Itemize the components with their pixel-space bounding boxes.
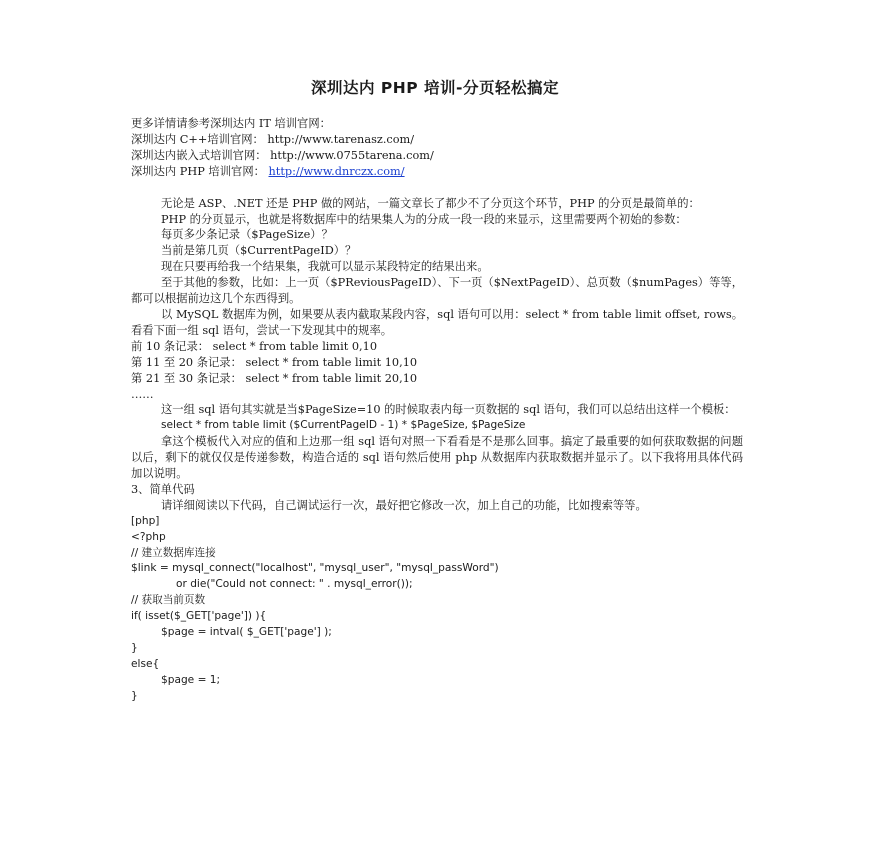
document-title: 深圳达内 PHP 培训-分页轻松搞定 bbox=[311, 79, 559, 97]
sql-template: select * from table limit ($CurrentPageID - 1) * $PageSize, $PageSize bbox=[161, 419, 526, 432]
intro-label: 深圳达内 PHP 培训官网： bbox=[131, 164, 269, 178]
intro-line: 更多详情请参考深圳达内 IT 培训官网： bbox=[131, 117, 331, 130]
code-line: $page = intval( $_GET['page'] ); bbox=[161, 626, 332, 639]
code-line: } bbox=[131, 642, 138, 654]
ellipsis: …… bbox=[131, 387, 154, 401]
paragraph: 这一组 sql 语句其实就是当$PageSize=10 的时候取表内每一页数据的 sql 语句，我们可以总结出这样一个模板： bbox=[161, 403, 736, 417]
sql-example: 第 11 至 20 条记录： select * from table limit 10,10 bbox=[131, 355, 418, 369]
spacer bbox=[131, 180, 743, 196]
code-line: <?php bbox=[131, 530, 166, 543]
paragraph: 以 MySQL 数据库为例，如果要从表内截取某段内容，sql 语句可以用：select * from table limit offset, rows。看看下面一组 sql 语句，尝试一下发现其中的规率。 bbox=[131, 307, 743, 337]
intro-line: 深圳达内嵌入式培训官网： http://www.0755tarena.com/ bbox=[131, 148, 434, 162]
website-link[interactable]: http://www.dnrczx.com/ bbox=[268, 164, 405, 178]
paragraph: 现在只要再给我一个结果集，我就可以显示某段特定的结果出来。 bbox=[161, 260, 489, 274]
paragraph: PHP 的分页显示，也就是将数据库中的结果集人为的分成一段一段的来显示，这里需要两个初始的参数： bbox=[161, 212, 687, 226]
sql-example: 第 21 至 30 条记录： select * from table limit 20,10 bbox=[131, 371, 418, 385]
code-line: else{ bbox=[131, 657, 160, 670]
code-comment: // 建立数据库连接 bbox=[131, 546, 216, 559]
paragraph: 至于其他的参数，比如：上一页（$PReviousPageID）、下一页（$NextPageID）、总页数（$numPages）等等，都可以根据前边这几个东西得到。 bbox=[131, 276, 743, 306]
code-line: or die("Could not connect: " . mysql_error()); bbox=[176, 578, 413, 591]
section-heading: 3、简单代码 bbox=[131, 482, 195, 496]
document-body bbox=[131, 116, 743, 705]
sql-example: 前 10 条记录： select * from table limit 0,10 bbox=[131, 339, 378, 353]
code-line: } bbox=[131, 689, 138, 702]
code-line: $link = mysql_connect("localhost", "mysql_user", "mysql_passWord") bbox=[131, 562, 499, 575]
code-line: if( isset($_GET['page']) ){ bbox=[131, 610, 267, 623]
paragraph: 无论是 ASP、.NET 还是 PHP 做的网站，一篇文章长了都少不了分页这个环节，PHP 的分页是最简单的： bbox=[161, 196, 700, 210]
intro-line: 深圳达内 C++培训官网： http://www.tarenasz.com/ bbox=[131, 132, 415, 146]
code-line: $page = 1; bbox=[161, 673, 221, 686]
paragraph: 当前是第几页（$CurrentPageID）？ bbox=[161, 244, 357, 258]
paragraph: 每页多少条记录（$PageSize）？ bbox=[161, 228, 333, 242]
code-comment: // 获取当前页数 bbox=[131, 594, 206, 607]
code-line: [php] bbox=[131, 514, 160, 527]
paragraph: 拿这个模板代入对应的值和上边那一组 sql 语句对照一下看看是不是那么回事。搞定了最重要的如何获取数据的问题以后，剩下的就仅仅是传递参数，构造合适的 sql 语句然后使用 php 从数据库内获取数据并显示了。以下我将用具体代码加以说明。 bbox=[131, 435, 743, 481]
paragraph: 请详细阅读以下代码，自己调试运行一次，最好把它修改一次，加上自己的功能，比如搜索等等。 bbox=[161, 498, 647, 512]
intro-line-link bbox=[131, 164, 743, 180]
